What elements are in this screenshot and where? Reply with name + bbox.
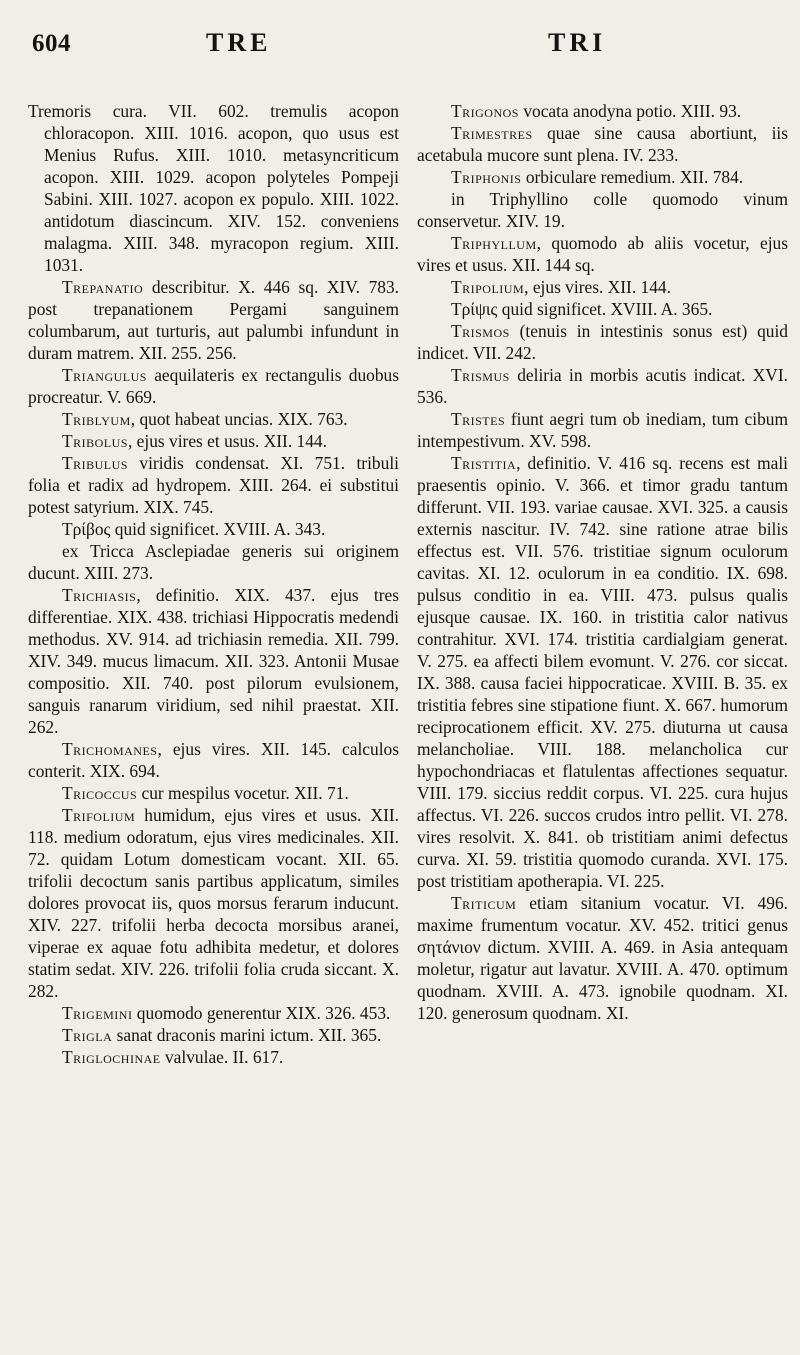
entry-text: valvulae. II. 617. xyxy=(160,1047,284,1067)
entry-text: viridis condensat. XI. 751. tribuli folia et radix ad hydropem. XIII. 264. ei substitui potest satyrium. XIX. 745. xyxy=(28,453,399,517)
index-entry xyxy=(28,540,399,584)
entry-headword: Trimestres xyxy=(451,123,533,143)
index-entry xyxy=(417,452,788,892)
index-entry xyxy=(417,100,788,122)
index-entry xyxy=(28,1024,399,1046)
entry-text: fiunt aegri tum ob inediam, tum cibum intempestivum. XV. 598. xyxy=(417,409,788,451)
entry-text: describitur. X. 446 sq. XIV. 783. post trepanationem Pergami sanguinem columbarum, aut turturis, aut palumbi infundunt in duram matrem. XII. 255. 256. xyxy=(28,277,399,363)
entry-text: aequilateris ex rectangulis duobus procreatur. V. 669. xyxy=(28,365,399,407)
entry-text: , ejus vires. XII. 144. xyxy=(524,277,671,297)
index-entry xyxy=(28,738,399,782)
index-entry xyxy=(417,364,788,408)
entry-headword: Trifolium xyxy=(62,805,136,825)
entry-headword: Trepanatio xyxy=(62,277,144,297)
index-entry xyxy=(28,518,399,540)
entry-text: , ejus vires. XII. 145. calculos conterit. XIX. 694. xyxy=(28,739,399,781)
entry-text: in Triphyllino colle quomodo vinum conservetur. XIV. 19. xyxy=(417,189,788,231)
index-entry xyxy=(417,892,788,1024)
entry-headword: Triticum xyxy=(451,893,517,913)
entry-headword: Triglochinae xyxy=(62,1047,161,1067)
index-entry xyxy=(28,452,399,518)
entry-headword: Triangulus xyxy=(62,365,147,385)
entry-headword: Tribulus xyxy=(62,453,128,473)
entry-text: humidum, ejus vires et usus. XII. 118. medium odoratum, ejus vires medicinales. XII. 72. quidam Lotum domesticam vocant. XII. 65. trifolii decoctum sanis partibus applicatum, similes dolores provocat iis, quos morsus ferarum inducunt. XIV. 227. trifolii herba decocta morsibus aranei, viperae ex aquae fotu adhibita medetur, et dolores statim sedat. XIV. 226. trifolii folia cruda siccant. X. 282. xyxy=(28,805,399,1001)
index-entry xyxy=(28,584,399,738)
right-column xyxy=(417,100,788,1068)
index-entry xyxy=(417,408,788,452)
entry-text: etiam sitanium vocatur. VI. 496. maxime frumentum vocatur. XV. 452. tritici genus σητάνιον dictum. XVIII. A. 469. in Asia antequam moletur, rigatur aut lavatur. XVIII. A. 470. optimum quodnam. XVIII. A. 473. ignobile quodnam. XI. 120. generosum quodnam. XI. xyxy=(417,893,788,1023)
entry-headword: Trismos xyxy=(451,321,510,341)
running-head-right: TRI xyxy=(548,28,607,57)
index-entry xyxy=(417,188,788,232)
entry-headword: Tricoccus xyxy=(62,783,138,803)
entry-text: , definitio. V. 416 sq. recens est mali praesentis opinio. V. 366. et timor gradu tantum differunt. VII. 193. variae causae. XVI. 325. a causis externis nascitur. IV. 742. sine ratione atrae bilis effectus est. VII. 576. tristitiae signum oculorum cavitas. XI. 12. oculorum in ea conditio. IX. 698. pulsus conditio in ea. VIII. 473. pulsus qualis ejusque causae. IX. 160. in tristitia calor nativus contrahitur. XVI. 174. tristitia cardialgiam generat. V. 275. ea affecti bilem evomunt. V. 276. cor siccat. IX. 388. causa faciei hippocraticae. XVIII. B. 35. ex tristitia febres sine stipatione fiunt. X. 667. humorum reciprocationem efficit. XV. 275. diuturna ut causa melancholiae. VIII. 188. melancholica cur hypochondriacas et flatulentas affectiones sequatur. VIII. 179. siccius reddit corpus. VI. 225. cura hujus affectus. VI. 226. succos crudos intro pellit. VI. 278. vires resolvit. X. 841. ob tristitiam animi defectus curva. XI. 59. tristitia quomodo curanda. XVI. 175. post tristitiam apotherapia. VI. 225. xyxy=(417,453,788,891)
index-entry xyxy=(417,276,788,298)
entry-text: Tremoris cura. VII. 602. tremulis acopon chloracopon. XIII. 1016. acopon, quo usus est Menius Rufus. XIII. 1010. metasyncriticum acopon. XIII. 1029. acopon polyteles Pompeji Sabini. XIII. 1027. acopon ex populo. XIII. 1022. antidotum diascincum. XIV. 152. conveniens malagma. XIII. 348. myracopon regium. XIII. 1031. xyxy=(28,101,399,275)
entry-text: , definitio. XIX. 437. ejus tres differentiae. XIX. 438. trichiasi Hippocratis medendi methodus. XV. 914. ad trichiasin remedia. XII. 799. XIV. 349. mucus limacum. XII. 323. Antonii Musae compositio. XII. 740. post pilorum evulsionem, sanguis ranarum viridium, sed nihil praestat. XII. 262. xyxy=(28,585,399,737)
index-entry xyxy=(417,298,788,320)
entry-headword: Tripolium xyxy=(451,277,525,297)
entry-headword: Tristitia xyxy=(451,453,517,473)
entry-headword: Trichomanes xyxy=(62,739,158,759)
entry-headword: Trigonos xyxy=(451,101,519,121)
index-entry xyxy=(417,166,788,188)
entry-text: , quot habeat uncias. XIX. 763. xyxy=(130,409,348,429)
entry-text: sanat draconis marini ictum. XII. 365. xyxy=(112,1025,382,1045)
entry-text: cur mespilus vocetur. XII. 71. xyxy=(137,783,349,803)
entry-headword: Trismus xyxy=(451,365,510,385)
entry-text: vocata anodyna potio. XIII. 93. xyxy=(518,101,742,121)
entry-headword: Tribolus xyxy=(62,431,128,451)
index-entry xyxy=(28,804,399,1002)
entry-text: orbiculare remedium. XII. 784. xyxy=(521,167,744,187)
entry-headword: Tristes xyxy=(451,409,506,429)
running-head-left: TRE xyxy=(206,28,272,57)
index-entry xyxy=(28,408,399,430)
entry-headword: Triphyllum xyxy=(451,233,537,253)
page-header xyxy=(28,24,788,64)
entry-text: deliria in morbis acutis indicat. XVI. 536. xyxy=(417,365,788,407)
entry-text: , ejus vires et usus. XII. 144. xyxy=(127,431,327,451)
entry-headword: Triphonis xyxy=(451,167,522,187)
index-entry xyxy=(28,782,399,804)
index-entry xyxy=(28,430,399,452)
entry-text: , quomodo ab aliis vocetur, ejus vires et usus. XII. 144 sq. xyxy=(417,233,788,275)
entry-text: quomodo generentur XIX. 326. 453. xyxy=(132,1003,391,1023)
entry-text: Τρίψις quid significet. XVIII. A. 365. xyxy=(451,299,713,319)
index-entry xyxy=(417,320,788,364)
index-columns xyxy=(28,100,788,1068)
index-entry xyxy=(28,276,399,364)
index-entry xyxy=(28,100,399,276)
index-entry xyxy=(28,1046,399,1068)
index-entry xyxy=(28,1002,399,1024)
entry-headword: Trigemini xyxy=(62,1003,133,1023)
entry-text: ex Tricca Asclepiadae generis sui originem ducunt. XIII. 273. xyxy=(28,541,399,583)
entry-text: quae sine causa abortiunt, iis acetabula mucore sunt plena. IV. 233. xyxy=(417,123,788,165)
entry-headword: Trichiasis xyxy=(62,585,137,605)
index-entry xyxy=(417,122,788,166)
entry-headword: Trigla xyxy=(62,1025,113,1045)
entry-headword: Triblyum xyxy=(62,409,131,429)
index-entry xyxy=(417,232,788,276)
page-number: 604 xyxy=(32,30,71,57)
entry-text: Τρίβος quid significet. XVIII. A. 343. xyxy=(62,519,326,539)
left-column xyxy=(28,100,399,1068)
index-entry xyxy=(28,364,399,408)
entry-text: (tenuis in intestinis sonus est) quid indicet. VII. 242. xyxy=(417,321,788,363)
